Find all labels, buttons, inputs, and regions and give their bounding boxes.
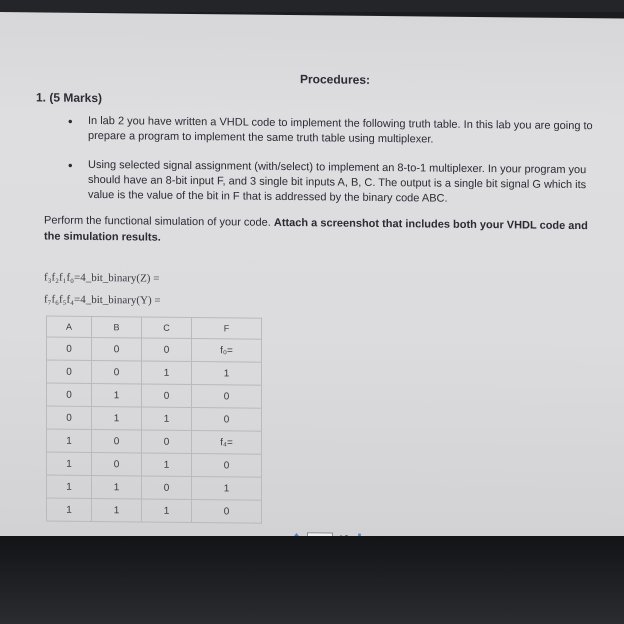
monitor-bezel-bottom — [0, 536, 624, 624]
cell-b: 1 — [92, 383, 142, 407]
cell-f: 1 — [192, 362, 262, 386]
bullet-text-1: In lab 2 you have written a VHDL code to implement the following truth table. In this lab you are going to prepare a program to implement the same truth table using multiplexer. — [88, 114, 593, 146]
perform-bold-text: Attach a screenshot that includes both your VHDL code and the simulation results. — [44, 216, 588, 244]
cell-c: 1 — [142, 453, 192, 477]
table-row — [47, 360, 262, 385]
formula-z: f₃f₂f₁f₀=4_bit_binary(Z) = — [44, 271, 160, 285]
perform-text: Perform the functional simulation of your code. — [44, 214, 271, 229]
cell-b: 1 — [92, 498, 142, 522]
cell-f: 0 — [192, 454, 262, 478]
header-b: B — [92, 316, 142, 338]
cell-b: 1 — [92, 475, 142, 499]
cell-c: 0 — [142, 476, 192, 500]
bullet-text-2: Using selected signal assignment (with/select) to implement an 8-to-1 multiplexer. In your program you should have an 8-bit input F, and 3 single bit inputs A, B, C. The output is a single bit signal G which its value is the value of the bit in F that is addressed by the binary code ABC. — [88, 158, 587, 205]
cell-a: 1 — [47, 498, 92, 521]
header-c: C — [142, 317, 192, 339]
question-label: 1. (5 Marks) — [36, 90, 103, 106]
cell-a: 1 — [47, 452, 92, 475]
bullet-item-2 — [68, 157, 598, 208]
cell-b: 1 — [92, 406, 142, 430]
cell-a: 1 — [47, 429, 92, 452]
cell-c: 1 — [142, 407, 192, 431]
cell-c: 0 — [142, 338, 192, 362]
instructions-paragraph — [44, 212, 604, 250]
bullet-icon: • — [68, 157, 73, 173]
cell-a: 0 — [47, 383, 92, 406]
cell-f: 0 — [192, 408, 262, 432]
cell-f: f₄= — [192, 431, 262, 455]
cell-a: 0 — [47, 337, 92, 360]
cell-b: 0 — [92, 360, 142, 384]
cell-a: 0 — [47, 406, 92, 429]
formula-y: f₇f₆f₅f₄=4_bit_binary(Y) = — [44, 293, 161, 307]
cell-b: 0 — [92, 429, 142, 453]
page-heading: Procedures: — [300, 72, 371, 87]
truth-table — [46, 315, 262, 523]
cell-c: 0 — [142, 384, 192, 408]
cell-c: 0 — [142, 430, 192, 454]
table-row — [47, 429, 262, 454]
cell-a: 1 — [47, 475, 92, 498]
header-a: A — [47, 316, 92, 337]
cell-f: 1 — [192, 477, 262, 501]
bullet-icon: • — [68, 113, 73, 129]
table-row — [47, 452, 262, 477]
cell-a: 0 — [47, 360, 92, 383]
table-row — [47, 383, 262, 408]
table-row — [47, 498, 262, 523]
table-row — [47, 475, 262, 500]
table-row — [47, 406, 262, 431]
cell-c: 1 — [142, 361, 192, 385]
cell-f: f₀= — [192, 339, 262, 363]
table-row — [47, 337, 262, 362]
cell-c: 1 — [142, 499, 192, 523]
header-f: F — [192, 318, 262, 340]
bullet-item-1 — [68, 113, 608, 149]
cell-b: 0 — [92, 452, 142, 476]
cell-f: 0 — [192, 500, 262, 524]
truth-table-header-row — [47, 316, 262, 339]
cell-f: 0 — [192, 385, 262, 409]
document-page — [0, 12, 624, 543]
monitor-bezel-top — [0, 0, 624, 12]
cell-b: 0 — [92, 337, 142, 361]
